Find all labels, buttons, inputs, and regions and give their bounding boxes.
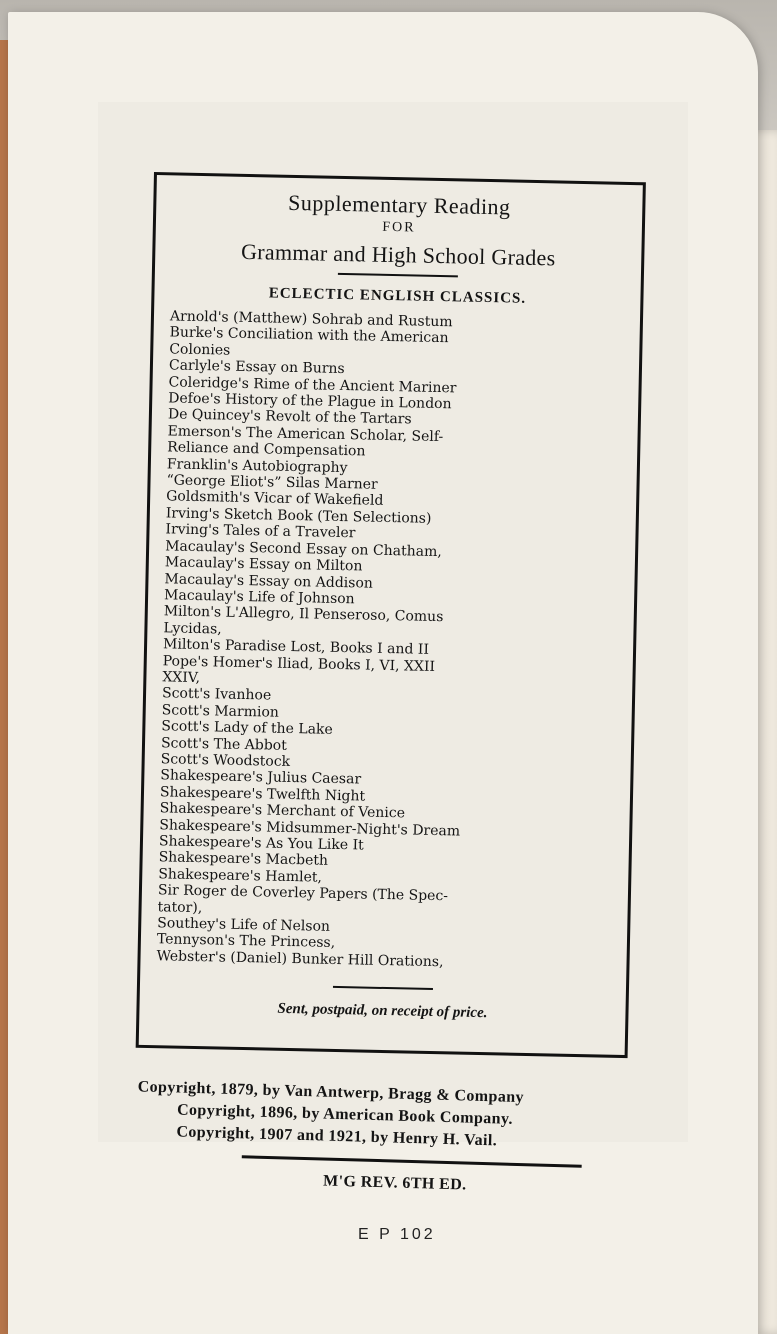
ad-title: Supplementary Reading: [287, 189, 511, 220]
catalog-code: E P 102: [358, 1226, 436, 1243]
list-item: Scott's Woodstock: [160, 751, 291, 770]
list-item: Goldsmith's Vicar of Wakefield: [166, 488, 384, 510]
list-item: De Quincey's Revolt of the Tartars: [167, 406, 412, 428]
list-item: Macaulay's Essay on Addison: [164, 570, 374, 592]
list-item: Southey's Life of Nelson: [157, 915, 331, 935]
list-item: Shakespeare's Macbeth: [158, 849, 329, 870]
list-item: Irving's Tales of a Traveler: [165, 521, 356, 542]
list-item: Franklin's Autobiography: [166, 455, 348, 476]
list-item: Burke's Conciliation with the American Colonies: [169, 324, 449, 359]
copyright-line: Copyright, 1879, by Van Antwerp, Bragg & Company: [137, 1078, 525, 1107]
list-item: Irving's Sketch Book (Ten Selections): [165, 505, 432, 527]
list-item: Emerson's The American Scholar, Self- Reliance and Compensation: [167, 423, 444, 460]
series-heading: ECLECTIC ENGLISH CLASSICS.: [268, 285, 527, 307]
copyright-line: Copyright, 1896, by American Book Company.: [176, 1101, 514, 1128]
list-item: Webster's (Daniel) Bunker Hill Orations,: [156, 948, 444, 971]
list-item: Macaulay's Second Essay on Chatham,: [165, 538, 442, 560]
list-item: Pope's Homer's Iliad, Books I, VI, XXII XXIV,: [162, 652, 436, 687]
list-item: Shakespeare's Midsummer-Night's Dream: [159, 816, 461, 840]
list-item: Carlyle's Essay on Burns: [168, 357, 345, 378]
copyright-block: [123, 1076, 686, 1203]
list-item: Shakespeare's Julius Caesar: [160, 767, 362, 788]
list-item: Tennyson's The Princess,: [156, 931, 336, 952]
list-item: Scott's Marmion: [161, 702, 280, 721]
list-item: Milton's Paradise Lost, Books I and II: [162, 636, 430, 658]
divider-rule: [338, 273, 458, 278]
shipping-note: Sent, postpaid, on receipt of price.: [277, 1001, 488, 1022]
list-item: Defoe's History of the Plague in London: [168, 390, 452, 413]
list-item: Arnold's (Matthew) Sohrab and Rustum: [169, 308, 453, 331]
list-item: Scott's The Abbot: [160, 734, 287, 754]
list-item: Sir Roger de Coverley Papers (The Spec- tator),: [157, 882, 449, 916]
list-item: Coleridge's Rime of the Ancient Mariner: [168, 373, 457, 397]
list-item: “George Eliot's” Silas Marner: [166, 472, 378, 493]
divider-rule: [242, 1155, 582, 1167]
ad-for-label: FOR: [382, 219, 416, 236]
book-title-list: [140, 308, 640, 974]
list-item: Shakespeare's Hamlet,: [158, 866, 323, 886]
list-item: Macaulay's Life of Johnson: [163, 587, 355, 608]
list-item: Scott's Lady of the Lake: [161, 718, 333, 739]
ad-grades-heading: Grammar and High School Grades: [240, 238, 556, 271]
list-item: Shakespeare's Merchant of Venice: [159, 800, 406, 822]
divider-rule: [333, 986, 433, 990]
list-item: Scott's Ivanhoe: [161, 685, 272, 704]
list-item: Shakespeare's As You Like It: [158, 833, 364, 854]
list-item: Milton's L'Allegro, Il Penseroso, Comus Lycidas,: [163, 603, 444, 638]
list-item: Shakespeare's Twelfth Night: [159, 784, 366, 805]
copyright-line: Copyright, 1907 and 1921, by Henry H. Vail.: [176, 1123, 498, 1150]
edition-note: M'G REV. 6TH ED.: [322, 1172, 467, 1194]
advertisement-box: [136, 172, 646, 1058]
list-item: Macaulay's Essay on Milton: [164, 554, 363, 575]
book-page: [8, 12, 758, 1334]
